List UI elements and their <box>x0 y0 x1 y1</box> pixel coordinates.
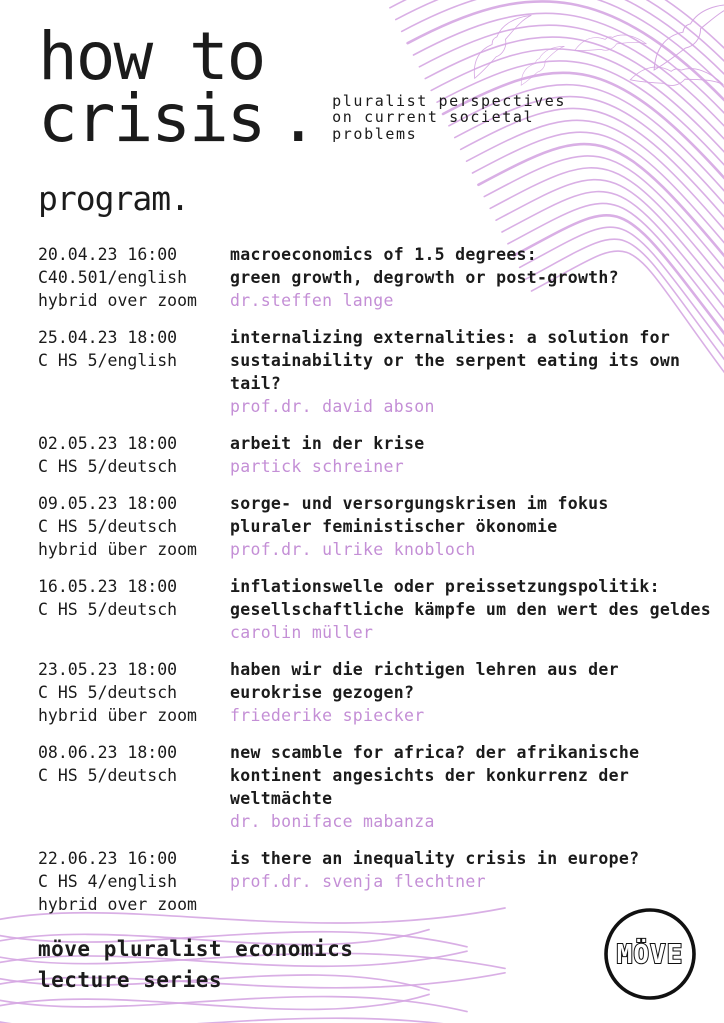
event-body <box>230 575 724 644</box>
event-speaker: prof.dr. david abson <box>230 397 435 416</box>
event-title-line: weltmächte <box>230 789 333 808</box>
event-title <box>230 741 724 810</box>
logo-text: MÖVE <box>616 940 684 970</box>
event-datetime: 02.05.23 18:00 <box>38 434 178 453</box>
event-title <box>230 326 724 395</box>
event-title-line: gesellschaftliche kämpfe um den wert des geldes <box>230 600 711 619</box>
event-body <box>230 492 724 561</box>
poster-title-line1: how to <box>38 18 265 95</box>
event-speaker: prof.dr. ulrike knobloch <box>230 540 476 559</box>
event-speaker: dr.steffen lange <box>230 291 394 310</box>
event-venue: C HS 4/english <box>38 872 178 891</box>
event-datetime: 25.04.23 18:00 <box>38 328 178 347</box>
event-speaker: prof.dr. svenja flechtner <box>230 872 486 891</box>
event-datetime: 09.05.23 18:00 <box>38 494 178 513</box>
event-title <box>230 658 724 704</box>
poster-title-line2: crisis . <box>38 80 317 157</box>
event-hybrid-note: hybrid über zoom <box>38 706 197 725</box>
event-speaker: dr. boniface mabanza <box>230 812 435 831</box>
event-title <box>230 847 724 870</box>
event-venue: C HS 5/deutsch <box>38 600 178 619</box>
event-body <box>230 243 724 312</box>
event-venue: C HS 5/deutsch <box>38 457 178 476</box>
event-title-line: kontinent angesichts der konkurrenz der <box>230 766 630 785</box>
event-datetime: 20.04.23 16:00 <box>38 245 178 264</box>
poster-subtitle <box>332 93 566 143</box>
event-body <box>230 326 724 418</box>
event-datetime: 23.05.23 18:00 <box>38 660 178 679</box>
program-event <box>38 492 724 561</box>
event-title <box>230 575 724 621</box>
event-title <box>230 492 724 538</box>
event-title-line: tail? <box>230 374 282 393</box>
event-title <box>230 432 724 455</box>
event-meta <box>38 432 230 478</box>
event-meta <box>38 847 230 916</box>
program-event <box>38 326 724 418</box>
event-datetime: 22.06.23 16:00 <box>38 849 178 868</box>
event-venue: C HS 5/deutsch <box>38 683 178 702</box>
program-event <box>38 575 724 644</box>
event-title <box>230 243 724 289</box>
event-body <box>230 658 724 727</box>
event-meta <box>38 575 230 644</box>
event-body <box>230 741 724 833</box>
event-title-line: eurokrise gezogen? <box>230 683 415 702</box>
program-heading: program. <box>38 179 189 218</box>
event-hybrid-note: hybrid over zoom <box>38 291 197 310</box>
program-event <box>38 658 724 727</box>
event-hybrid-note: hybrid over zoom <box>38 895 197 914</box>
program-event <box>38 432 724 478</box>
event-body <box>230 432 724 478</box>
series-name-line1: möve pluralist economics <box>38 937 354 961</box>
event-title-line: inflationswelle oder preissetzungspolitik: <box>230 577 660 596</box>
event-venue: C HS 5/deutsch <box>38 766 178 785</box>
title-period: . <box>278 80 317 157</box>
event-title-line: arbeit in der krise <box>230 434 425 453</box>
subtitle-line: pluralist perspectives <box>332 91 567 110</box>
event-meta <box>38 326 230 418</box>
series-name-line2: lecture series <box>38 968 223 992</box>
series-footer <box>38 934 353 996</box>
event-datetime: 08.06.23 18:00 <box>38 743 178 762</box>
event-meta <box>38 741 230 833</box>
event-datetime: 16.05.23 18:00 <box>38 577 178 596</box>
subtitle-line: problems <box>332 124 418 143</box>
event-title-line: is there an inequality crisis in europe? <box>230 849 640 868</box>
header <box>0 0 724 157</box>
event-title-line: green growth, degrowth or post-growth? <box>230 268 619 287</box>
event-title-line: new scamble for africa? der afrikanische <box>230 743 640 762</box>
event-venue: C HS 5/english <box>38 351 178 370</box>
program-event <box>38 741 724 833</box>
event-title-line: macroeconomics of 1.5 degrees: <box>230 245 538 264</box>
event-meta <box>38 658 230 727</box>
event-title-line: internalizing externalities: a solution for <box>230 328 671 347</box>
event-meta <box>38 243 230 312</box>
event-venue: C HS 5/deutsch <box>38 517 178 536</box>
moeve-logo <box>602 904 702 1004</box>
subtitle-line: on current societal <box>332 108 535 126</box>
event-title-line: sustainability or the serpent eating its own <box>230 351 681 370</box>
event-title-line: sorge- und versorgungskrisen im fokus <box>230 494 609 513</box>
event-title-line: pluraler feministischer ökonomie <box>230 517 558 536</box>
event-speaker: friederike spiecker <box>230 706 425 725</box>
event-venue: C40.501/english <box>38 268 188 287</box>
event-title-line: haben wir die richtigen lehren aus der <box>230 660 619 679</box>
event-speaker: partick schreiner <box>230 457 404 476</box>
event-hybrid-note: hybrid über zoom <box>38 540 197 559</box>
event-meta <box>38 492 230 561</box>
program-event <box>38 243 724 312</box>
event-speaker: carolin müller <box>230 623 374 642</box>
program-list <box>38 243 724 916</box>
